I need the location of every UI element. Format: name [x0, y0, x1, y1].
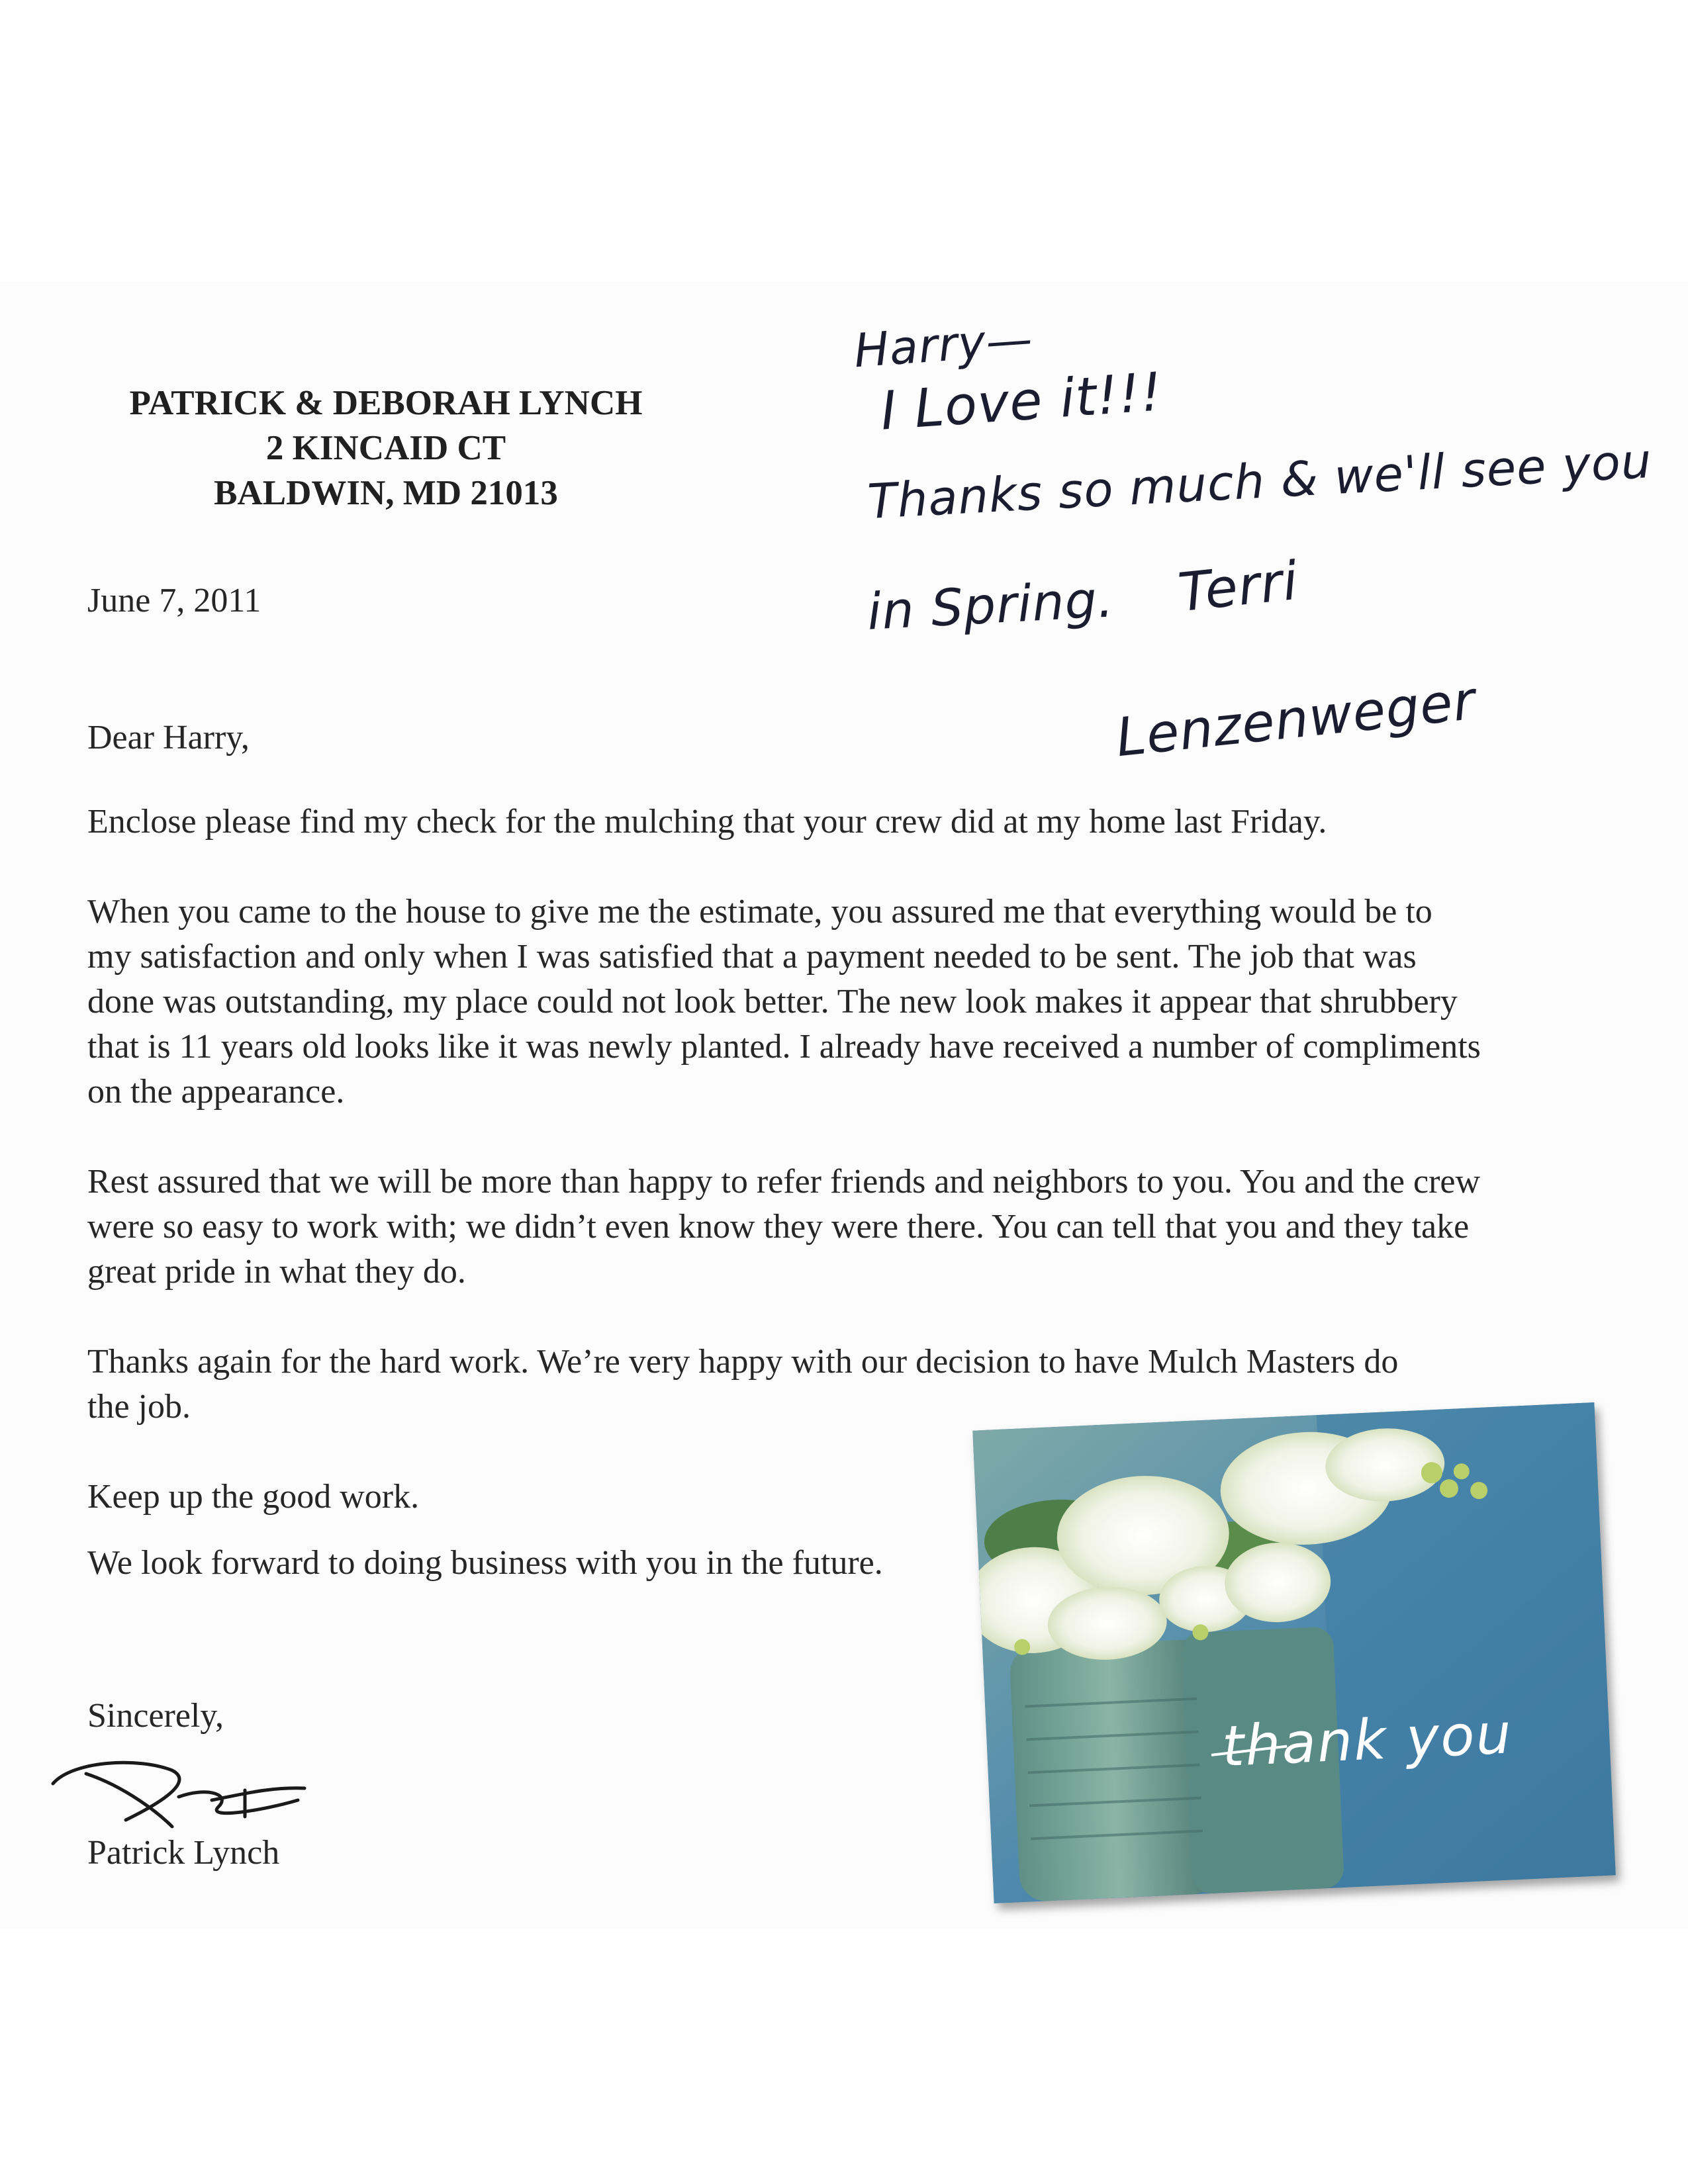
paragraph-2: When you came to the house to give me the estimate, you assured me that everything would be to my satisfaction and only when I was satisfied that a payment needed to be sent. The job that was done was outstanding, my place could not look better. The new look makes it appear that shrubbery that is 11 years old looks like it was newly planted. I already have received a number of compliments on the appearance. [87, 893, 1481, 1111]
handnote-signature-first: Terri [1175, 549, 1301, 624]
handnote-line-2: I Love it!!! [878, 361, 1165, 442]
signer-name: Patrick Lynch [87, 1834, 280, 1872]
handnote-line-4: in Spring. [865, 569, 1115, 641]
handnote-line-1: Harry— [852, 311, 1035, 379]
salutation: Dear Harry, [87, 719, 250, 756]
thank-you-card [972, 1402, 1615, 1903]
card-photo [972, 1402, 1615, 1903]
handnote-line-3: Thanks so much & we'll see you [866, 433, 1654, 529]
paragraph-3: Rest assured that we will be more than happy to refer friends and neighbors to you. You and the crew were so easy to work with; we didn’t even know they were there. You can tell that you and they take great pride in what they do. [87, 1163, 1481, 1291]
letterhead-city: BALDWIN, MD 21013 [214, 474, 558, 512]
card-caption: thank you [1221, 1701, 1514, 1780]
handnote-signature-last: Lenzenweger [1113, 669, 1479, 769]
handwritten-note [827, 311, 1654, 769]
letter-date: June 7, 2011 [87, 582, 261, 619]
closing: Sincerely, [87, 1697, 224, 1735]
letterhead [91, 381, 680, 516]
signature-scribble [46, 1747, 311, 1846]
letterhead-street: 2 KINCAID CT [265, 429, 506, 467]
paragraph-4: Thanks again for the hard work. We’re very happy with our decision to have Mulch Masters do the job. [87, 1343, 1399, 1426]
letterhead-name: PATRICK & DEBORAH LYNCH [129, 384, 643, 422]
paragraph-5: Keep up the good work. [87, 1478, 420, 1516]
paragraph-6: We look forward to doing business with you in the future. [87, 1544, 883, 1582]
paragraph-1: Enclose please find my check for the mulching that your crew did at my home last Friday. [87, 803, 1327, 841]
